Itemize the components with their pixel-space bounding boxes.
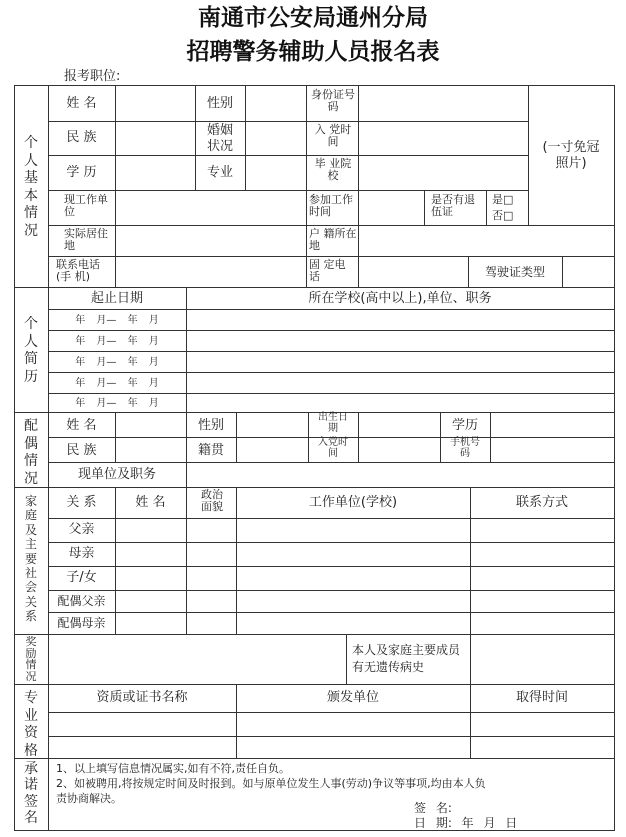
section-family-label: 家庭及主要社会关系 — [25, 494, 38, 624]
family-relation-child: 子/女 — [66, 570, 97, 585]
resume-col-detail: 所在学校(高中以上),单位、职务 — [308, 291, 492, 306]
form-title-line1: 南通市公安局通州分局 — [198, 4, 428, 31]
spouse-label-name: 姓 名 — [66, 418, 97, 433]
spouse-label-ethnicity: 民 族 — [66, 443, 97, 458]
qualification-col-issuer: 颁发单位 — [326, 690, 379, 705]
label-name: 姓 名 — [66, 96, 97, 111]
resume-row-3-date[interactable]: 年 月— 年 月 — [75, 357, 159, 368]
resume-row-1-date[interactable]: 年 月— 年 月 — [75, 315, 159, 326]
veteran-no-checkbox[interactable]: 否□ — [492, 209, 514, 222]
label-residence: 实际居住 地 — [64, 227, 108, 252]
spouse-label-native-place: 籍贯 — [197, 443, 224, 458]
label-work-start-date: 参加工作时间 — [309, 193, 353, 218]
label-id-number: 身份证号 码 — [311, 88, 355, 113]
resume-row-2-date[interactable]: 年 月— 年 月 — [75, 336, 159, 347]
spouse-label-mobile: 手机号码 — [450, 437, 480, 459]
label-ethnicity: 民 族 — [66, 130, 97, 145]
label-graduate-school: 毕 业院 校 — [314, 157, 352, 182]
section-qualification-label: 专业资格 — [24, 690, 38, 759]
promise-sign-label[interactable]: 签 名: — [414, 801, 452, 815]
label-is-veteran: 是否有退伍证 — [431, 193, 475, 218]
section-promise-label: 承诺签名 — [24, 761, 38, 827]
family-col-work: 工作单位(学校) — [308, 495, 398, 510]
section-reward-label: 奖励情况 — [25, 635, 37, 683]
spouse-label-gender: 性别 — [197, 418, 224, 433]
form-title-line2: 招聘警务辅助人员报名表 — [186, 38, 440, 65]
label-current-work-unit: 现工作单 位 — [64, 193, 108, 218]
label-party-date: 入 党时 间 — [314, 123, 352, 148]
spouse-label-education: 学历 — [451, 418, 478, 433]
promise-line-2: 2、如被聘用,将按规定时间及时报到。如与原单位发生人事(劳动)争议等事项,均由本人负 — [56, 777, 486, 790]
label-gender: 性别 — [206, 96, 233, 111]
label-education: 学 历 — [66, 165, 97, 180]
family-relation-spouse-father: 配偶父亲 — [57, 594, 106, 608]
family-col-name: 姓 名 — [135, 495, 166, 510]
label-landline: 固 定电 话 — [309, 258, 346, 283]
resume-col-period: 起止日期 — [90, 291, 143, 306]
promise-line-3: 责协商解决。 — [56, 792, 122, 805]
family-col-contact: 联系方式 — [515, 495, 568, 510]
label-hukou: 户 籍所在地 — [309, 227, 357, 252]
photo-placeholder[interactable]: (一寸免冠照片) — [542, 140, 600, 171]
family-col-relation: 关 系 — [66, 495, 97, 510]
resume-row-5-date[interactable]: 年 月— 年 月 — [75, 398, 159, 409]
section-spouse-label: 配偶情况 — [24, 418, 38, 487]
family-relation-spouse-mother: 配偶母亲 — [57, 616, 106, 630]
veteran-yes-checkbox[interactable]: 是□ — [492, 193, 514, 206]
spouse-label-work-unit: 现单位及职务 — [78, 467, 157, 482]
family-col-political: 政治面貌 — [201, 488, 223, 513]
disease-history-label: 本人及家庭主要成员有无遗传病史 — [352, 643, 461, 675]
family-relation-father: 父亲 — [68, 522, 95, 537]
family-relation-mother: 母亲 — [68, 546, 95, 561]
position-label: 报考职位: — [64, 69, 121, 84]
promise-line-1: 1、以上填写信息情况属实,如有不符,责任自负。 — [56, 762, 290, 775]
spouse-label-birth-date: 出生日期 — [318, 412, 348, 434]
label-marital-status: 婚姻状况 — [206, 123, 233, 154]
resume-row-4-date[interactable]: 年 月— 年 月 — [75, 378, 159, 389]
label-major: 专业 — [206, 165, 233, 180]
section-basic-label: 个人基本情况 — [24, 135, 38, 239]
section-resume-label: 个人简历 — [24, 316, 38, 385]
qualification-col-time: 取得时间 — [515, 690, 568, 705]
label-mobile: 联系电话(手 机) — [56, 258, 100, 283]
qualification-col-cert: 资质或证书名称 — [96, 690, 188, 705]
promise-date-label[interactable]: 日 期: 年 月 日 — [414, 816, 518, 830]
label-license-type: 驾驶证类型 — [484, 265, 545, 279]
spouse-label-party-date: 入党时间 — [318, 437, 348, 459]
